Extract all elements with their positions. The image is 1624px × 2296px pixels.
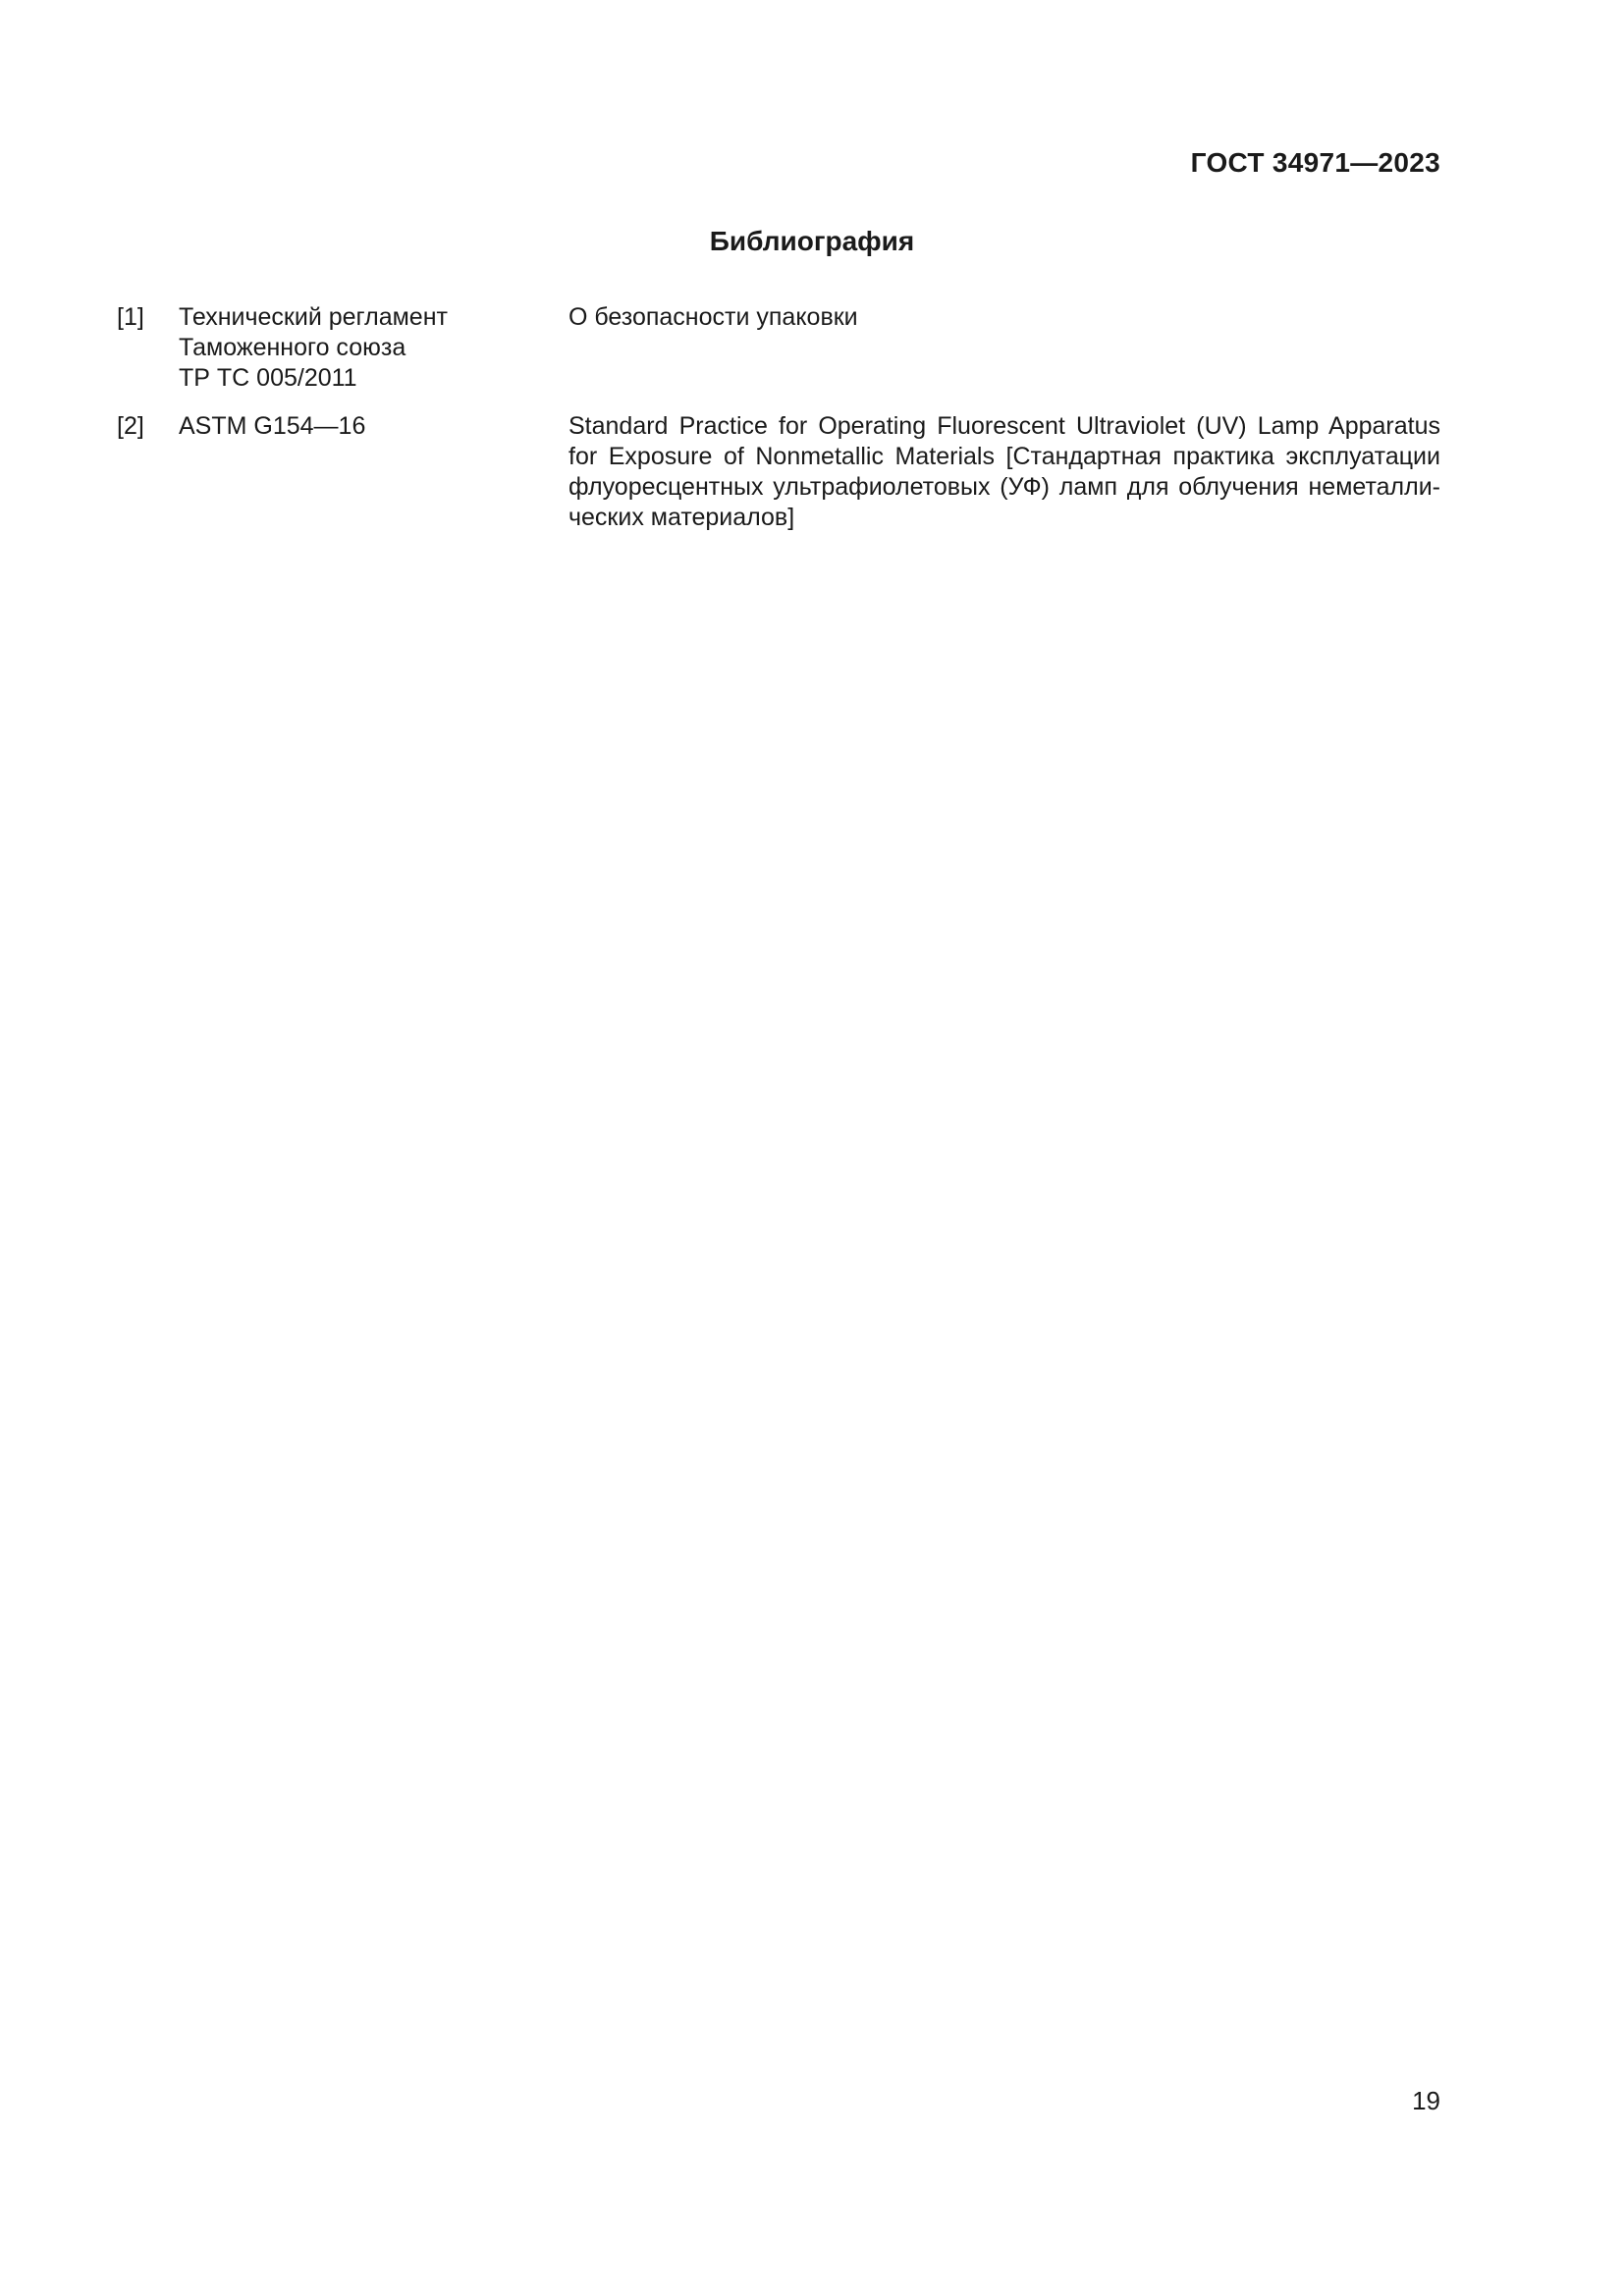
- page-number: 19: [1412, 2086, 1440, 2115]
- entry-title: О безопасности упаковки: [568, 303, 858, 331]
- bibliography-entry: [117, 302, 1440, 394]
- bibliography-entry: [117, 411, 1440, 533]
- entry-reference: Технический регламент Таможенного союза ТР ТС 005/2011: [179, 303, 448, 392]
- document-code: ГОСТ 34971—2023: [1190, 147, 1440, 178]
- entry-number: [2]: [117, 412, 144, 440]
- bibliography-list: [117, 302, 1440, 551]
- entry-title: Standard Practice for Operating Fluorescent Ultraviolet (UV) Lamp Apparatus for Exposure of Nonmetallic Materials [Стандартная практика эксплуатации флуоресцентных ультрафиолетовых (УФ) ламп для облучения неметаллических материалов]: [568, 412, 1440, 531]
- entry-number: [1]: [117, 303, 144, 331]
- entry-reference: ASTM G154—16: [179, 412, 366, 440]
- section-title: Библиография: [709, 226, 915, 256]
